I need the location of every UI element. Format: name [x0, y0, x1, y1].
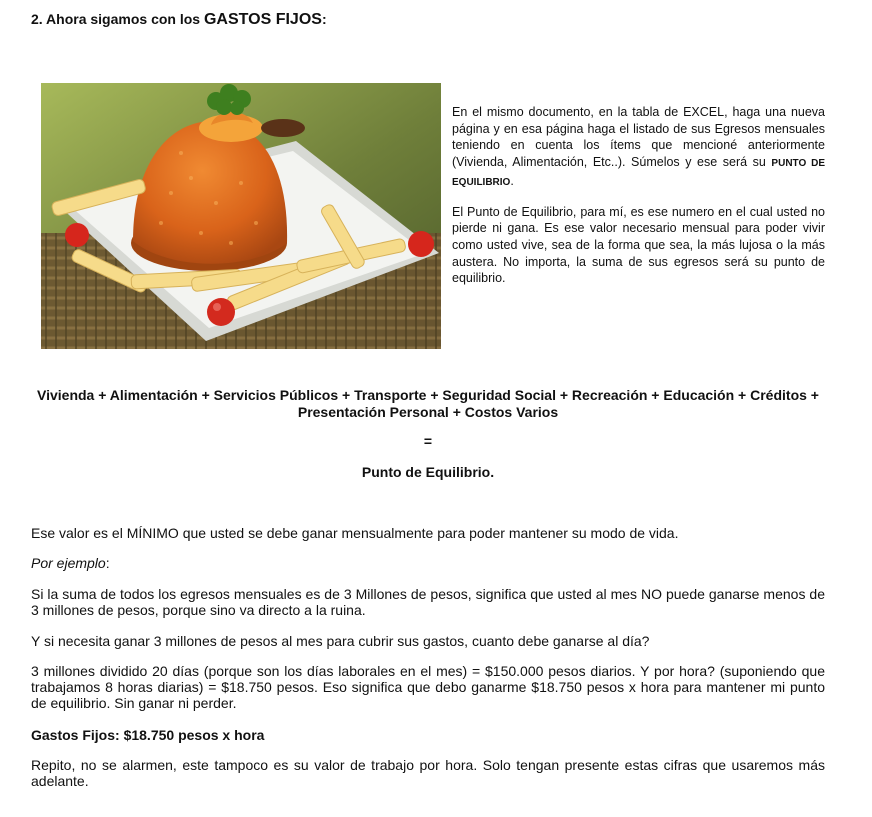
side-text	[452, 104, 825, 287]
example-label: Por ejemplo	[31, 555, 106, 571]
calculation-text: 3 millones dividido 20 días (porque son los días laborales en el mes) = $150.000 pesos diarios. Y por hora? (suponiendo que trabajamos 8 horas diarias) = $18.750 pesos. Eso significa que debo ganarme $18.750 pesos x hora para mantener mi punto de equilibrio. Sin ganar ni perder.	[31, 663, 825, 712]
monthly-expenses-text: Si la suma de todos los egresos mensuales es de 3 Millones de pesos, significa que usted al mes NO puede ganarse menos de 3 millones de pesos, porque sino va directo a la ruina.	[31, 586, 825, 619]
formula-result: Punto de Equilibrio.	[361, 464, 495, 480]
formula-line-2: Presentación Personal + Costos Varios	[297, 403, 559, 420]
minimum-value-text: Ese valor es el MÍNIMO que usted se debe ganar mensualmente para poder mantener su modo de vida.	[31, 525, 679, 541]
daily-question-text: Y si necesita ganar 3 millones de pesos al mes para cubrir sus gastos, cuanto debe ganarse al día?	[31, 633, 650, 649]
heading-suffix: :	[321, 11, 327, 27]
side-paragraph-1-text: En el mismo documento, en la tabla de EXCEL, haga una nueva página y en esa página haga el listado de sus Egresos mensuales teniendo en cuenta los ítems que mencioné anteriormente (Vivienda, Alimentación, Etc..). Súmelos y ese será su	[452, 105, 825, 170]
closing-text: Repito, no se alarmen, este tampoco es su valor de trabajo por hora. Solo tengan presente estas cifras que usaremos más adelante.	[31, 757, 825, 790]
body-paragraph-7	[31, 757, 825, 789]
heading-prefix: 2. Ahora sigamos con los	[31, 11, 204, 27]
side-paragraph-1	[452, 104, 825, 192]
body-paragraph-5	[31, 663, 825, 712]
formula-line-1: Vivienda + Alimentación + Servicios Públicos + Transporte + Seguridad Social + Recreación + Educación + Créditos +	[37, 387, 819, 403]
side-paragraph-2: El Punto de Equilibrio, para mí, es ese numero en el cual usted no pierde ni gana. Es ese valor necesario mensual para poder vivir como usted vive, sea de la forma que sea, la más lujosa o la más austera. No importa, la suma de sus egresos será su punto de equilibrio.	[452, 204, 825, 286]
body-paragraph-6	[31, 727, 825, 743]
rice-dish-illustration	[41, 83, 441, 349]
body-paragraph-1	[31, 525, 825, 541]
body-paragraph-4	[31, 633, 825, 649]
side-paragraph-1-end: .	[510, 173, 514, 188]
section-heading	[31, 11, 327, 29]
example-colon: :	[105, 555, 110, 571]
punto-de-equilibrio-label: PUNTO DE EQUILIBRIO	[452, 158, 826, 188]
heading-emphasis: GASTOS FIJOS	[203, 11, 322, 28]
formula-equals: =	[423, 433, 433, 449]
rice-dish-photo	[41, 83, 441, 349]
formula-line	[31, 387, 825, 420]
body-paragraph-2	[31, 555, 825, 571]
body-paragraph-3	[31, 586, 825, 618]
gastos-fijos-total: Gastos Fijos: $18.750 pesos x hora	[31, 727, 265, 743]
